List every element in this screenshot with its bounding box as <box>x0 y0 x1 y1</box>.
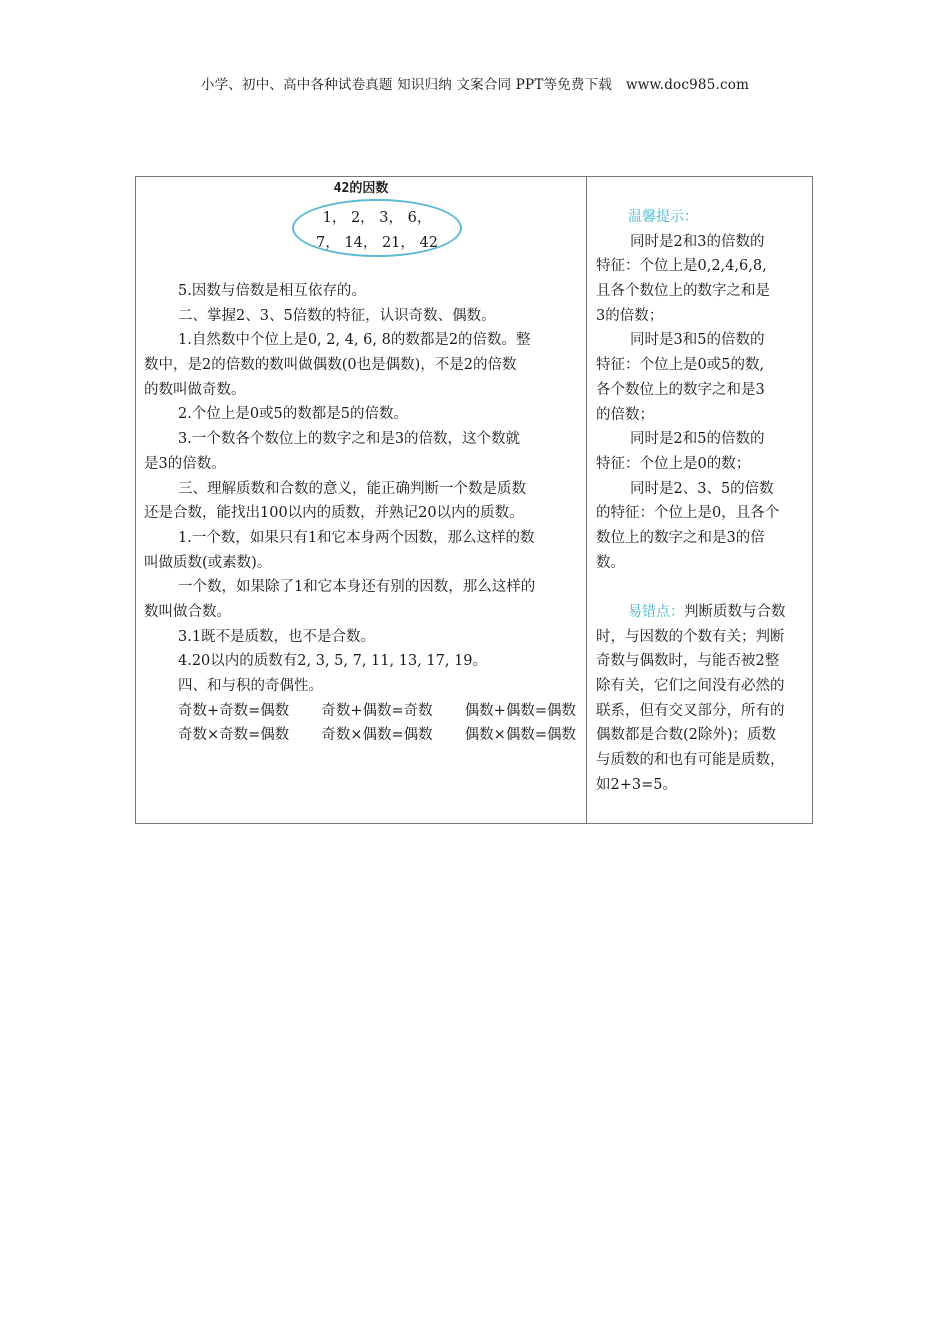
page-header <box>0 73 950 93</box>
text-line: 是3的倍数。 <box>144 455 226 472</box>
text-line: 的数叫做奇数。 <box>144 381 246 398</box>
errors-lines <box>596 625 806 798</box>
text-line: 数中，是2的倍数的数叫做偶数(0也是偶数)，不是2的倍数 <box>144 357 517 374</box>
equation: 奇数×奇数=偶数 <box>178 727 290 744</box>
left-text-lines <box>144 279 578 748</box>
tip-line: 特征：个位上是0的数； <box>596 455 751 472</box>
text-line: 4.20以内的质数有2, 3, 5, 7, 11, 13, 17, 19。 <box>178 653 488 670</box>
errors-title: 易错点： <box>628 604 684 620</box>
tip-line: 且各个数位上的数字之和是 <box>596 283 770 300</box>
tip-line: 同时是2和3的倍数的 <box>630 233 765 250</box>
text-line: 数叫做合数。 <box>144 603 231 620</box>
factor-row-2: 7， 14， 21， 42 <box>316 235 438 251</box>
text-line: 叫做质数(或素数)。 <box>144 554 272 571</box>
right-text-lines <box>596 205 806 798</box>
equation: 奇数+偶数=奇数 <box>321 702 433 719</box>
errors-first-text: 判断质数与合数 <box>684 604 786 620</box>
text-line: 1.自然数中个位上是0, 2, 4, 6, 8的数都是2的倍数。整 <box>178 332 531 349</box>
text-line: 2.个位上是0或5的数都是5的倍数。 <box>178 406 409 423</box>
tip-line: 数。 <box>596 554 625 571</box>
header-text: 小学、初中、高中各种试卷真题 知识归纳 文案合同 PPT等免费下载 <box>200 77 613 93</box>
equation: 奇数+奇数=偶数 <box>178 702 290 719</box>
tip-line: 的特征：个位上是0，且各个 <box>596 505 780 522</box>
error-line: 如2+3=5。 <box>596 776 677 793</box>
equation-row <box>144 699 578 724</box>
tip-line: 同时是2和5的倍数的 <box>630 431 765 448</box>
spacer <box>596 575 806 600</box>
text-line: 三、理解质数和合数的意义，能正确判断一个数是质数 <box>178 480 526 497</box>
tip-line: 同时是2、3、5的倍数 <box>630 480 774 497</box>
errors-first-line <box>596 600 806 625</box>
error-line: 联系，但有交叉部分，所有的 <box>596 702 785 719</box>
content-table <box>135 176 813 824</box>
factor-row-1: 1， 2， 3， 6， <box>322 210 432 226</box>
tip-line: 特征：个位上是0或5的数, <box>596 357 765 374</box>
error-line: 偶数都是合数(2除外)；质数 <box>596 727 777 744</box>
tips-lines <box>596 230 806 576</box>
error-line: 除有关，它们之间没有必然的 <box>596 678 785 695</box>
error-line: 时，与因数的个数有关；判断 <box>596 628 785 645</box>
text-line: 3.1既不是质数，也不是合数。 <box>178 628 376 645</box>
tip-line: 数位上的数字之和是3的倍 <box>596 529 765 546</box>
text-line: 四、和与积的奇偶性。 <box>178 678 323 694</box>
equation-row <box>144 723 578 748</box>
tip-line: 3的倍数； <box>596 307 664 324</box>
text-line: 3.一个数各个数位上的数字之和是3的倍数，这个数就 <box>178 431 521 448</box>
tip-line: 的倍数； <box>596 406 654 423</box>
text-line: 还是合数，能找出100以内的质数，并熟记20以内的质数。 <box>144 505 524 522</box>
text-line: 1.一个数，如果只有1和它本身两个因数，那么这样的数 <box>178 529 535 546</box>
text-line: 二、掌握2、3、5倍数的特征，认识奇数、偶数。 <box>178 307 496 324</box>
tip-line: 特征：个位上是0,2,4,6,8, <box>596 258 767 275</box>
error-line: 奇数与偶数时，与能否被2整 <box>596 653 780 670</box>
equation: 偶数×偶数=偶数 <box>464 727 576 744</box>
header-url[interactable]: www.doc985.com <box>626 77 750 93</box>
equation: 奇数×偶数=偶数 <box>321 727 433 744</box>
column-divider <box>586 177 587 823</box>
tip-line: 各个数位上的数字之和是3 <box>596 381 765 398</box>
text-line: 5.因数与倍数是相互依存的。 <box>178 283 366 299</box>
factor-figure-title: 42的因数 <box>333 181 389 196</box>
error-line: 与质数的和也有可能是质数， <box>596 752 785 769</box>
text-line: 一个数，如果除了1和它本身还有别的因数，那么这样的 <box>178 579 536 596</box>
tip-line: 同时是3和5的倍数的 <box>630 332 765 349</box>
tips-title: 温馨提示： <box>628 209 698 225</box>
factor-ellipse <box>292 199 462 257</box>
equation: 偶数+偶数=偶数 <box>464 702 576 719</box>
